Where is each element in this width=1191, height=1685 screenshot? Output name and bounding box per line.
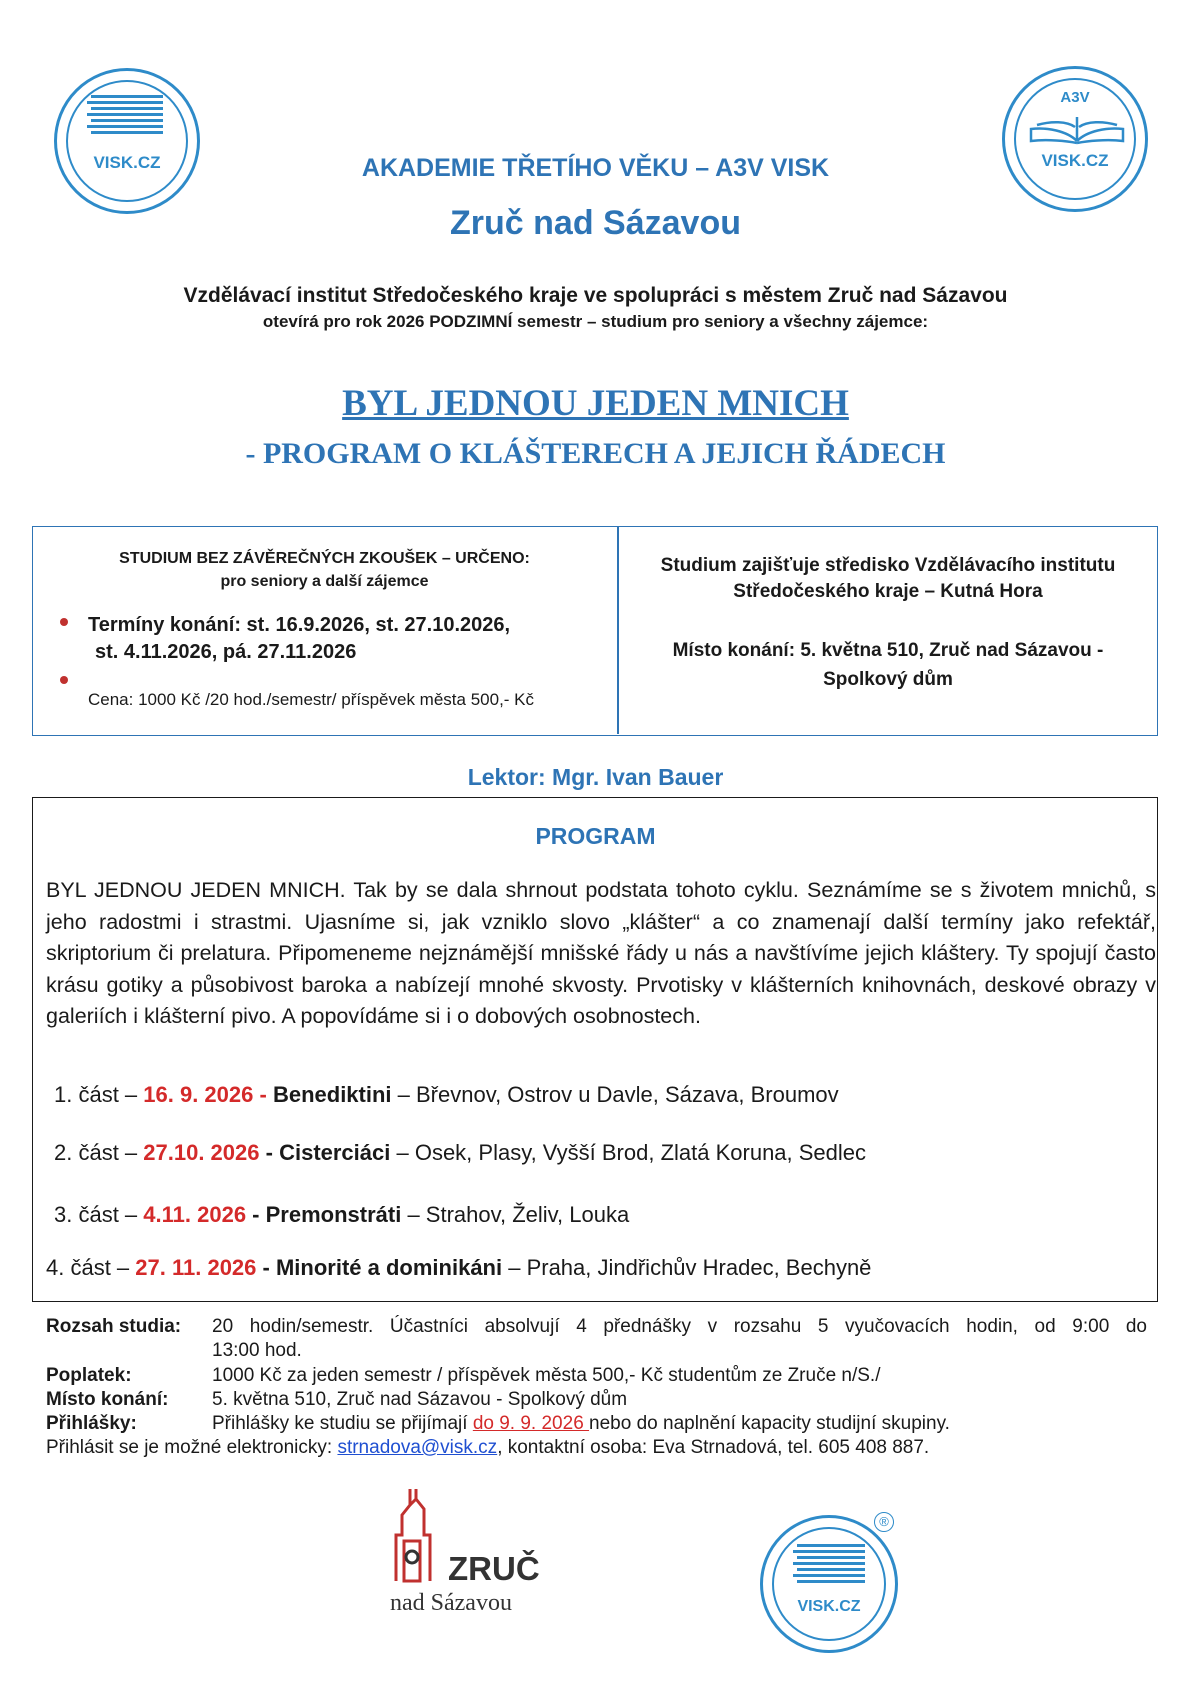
program-part-2: 2. část – 27.10. 2026 - Cisterciáci – Osek, Plasy, Vyšší Brod, Zlatá Koruna, Sedlec	[54, 1140, 867, 1165]
a3v-logo-label: A3V	[1060, 89, 1090, 106]
visk-logo-text: VISK.CZ	[93, 153, 161, 172]
part-order: Premonstráti	[265, 1202, 402, 1227]
zruc-logo-sub: nad Sázavou	[390, 1590, 512, 1616]
venue-line-2: Spolkový dům	[823, 669, 953, 690]
intro-line-2: otevírá pro rok 2026 PODZIMNÍ semestr – studium pro seniory a všechny zájemce:	[262, 312, 929, 331]
place-value: 5. května 510, Zruč nad Sázavou - Spolkový dům	[212, 1389, 628, 1410]
study-target: pro seniory a další zájemce	[220, 573, 429, 590]
study-type-heading: STUDIUM BEZ ZÁVĚREČNÝCH ZKOUŠEK – URČENO:	[119, 550, 530, 567]
course-subtitle: - PROGRAM O KLÁŠTERECH A JEJICH ŘÁDECH	[245, 437, 946, 470]
scope-label: Rozsah studia:	[46, 1316, 182, 1337]
open-book-icon	[1027, 111, 1127, 145]
a3v-logo-text: VISK.CZ	[1041, 151, 1109, 170]
apply-value: Přihlášky ke studiu se přijímají do 9. 9. 2026 nebo do naplnění kapacity studijní skupiny.	[212, 1413, 950, 1434]
organizer-line-2: Středočeského kraje – Kutná Hora	[733, 581, 1043, 602]
part-places: – Osek, Plasy, Vyšší Brod, Zlatá Koruna, Sedlec	[390, 1140, 867, 1165]
zruc-tower-icon	[390, 1485, 450, 1585]
program-description: BYL JEDNOU JEDEN MNICH. Tak by se dala shrnout podstata tohoto cyklu. Seznámíme se s životem mnichů, s jeho radostmi i strastmi. Ujasníme si, jak vzniklo slovo „klášter“ a co znamenají další termíny jako refektář, skriptorium či prelatura. Připomeneme nejznámější mnišské řády u nás a navštívíme jejich kláštery. Ty spojují často krásu gotiky a působivost baroka a nabízejí mnohé skvosty. Prvotisky v klášterních knihovnách, deskové obrazy v galeriích i klášterní pivo. A popovídáme si i o dobových osobnostech.	[46, 878, 1156, 1028]
zruc-logo-name: ZRUČ	[448, 1550, 540, 1587]
part-order: Minorité a dominikáni	[275, 1255, 503, 1280]
apply-label: Přihlášky:	[46, 1413, 137, 1434]
part-order: Cisterciáci	[279, 1140, 391, 1165]
part-places: – Břevnov, Ostrov u Davle, Sázava, Broumov	[391, 1082, 839, 1107]
part-date: 4.11. 2026	[143, 1202, 247, 1227]
online-application: Přihlásit se je možné elektronicky: strnadova@visk.cz, kontaktní osoba: Eva Strnadová, tel. 605 408 887.	[46, 1437, 930, 1458]
program-part-1: 1. část – 16. 9. 2026 - Benediktini – Břevnov, Ostrov u Davle, Sázava, Broumov	[54, 1082, 839, 1107]
lector: Lektor: Mgr. Ivan Bauer	[467, 764, 724, 790]
price-line: Cena: 1000 Kč /20 hod./semestr/ příspěvek města 500,- Kč	[88, 690, 535, 709]
place-label: Místo konání:	[46, 1389, 169, 1410]
part-places: – Strahov, Želiv, Louka	[401, 1202, 630, 1227]
fee-value: 1000 Kč za jeden semestr / příspěvek města 500,- Kč studentům ze Zruče n/S./	[212, 1365, 881, 1386]
part-order: Benediktini	[272, 1082, 392, 1107]
course-title: BYL JEDNOU JEDEN MNICH	[342, 383, 849, 424]
scope-value: 20 hodin/semestr. Účastníci absolvují 4 přednášky v rozsahu 5 vyučovacích hodin, od 9:00 do	[212, 1316, 1147, 1337]
organizer-line-1: Studium zajišťuje středisko Vzdělávacího institutu	[660, 555, 1116, 576]
stripes-icon	[793, 1544, 869, 1588]
terms-line-1: Termíny konání: st. 16.9.2026, st. 27.10.2026,	[88, 614, 511, 636]
stripes-icon	[87, 95, 167, 141]
a3v-logo	[1002, 66, 1148, 212]
visk-logo-text: VISK.CZ	[797, 1598, 861, 1615]
program-part-3: 3. část – 4.11. 2026 - Premonstráti – Strahov, Želiv, Louka	[54, 1202, 630, 1227]
visk-logo-bottom	[760, 1515, 898, 1653]
city-title: Zruč nad Sázavou	[450, 204, 741, 242]
part-places: – Praha, Jindřichův Hradec, Bechyně	[502, 1255, 872, 1280]
apply-deadline: do 9. 9. 2026	[472, 1413, 590, 1434]
registered-icon: ®	[874, 1512, 894, 1532]
intro-line-1: Vzdělávací institut Středočeského kraje ve spolupráci s městem Zruč nad Sázavou	[183, 284, 1008, 307]
scope-value-2: 13:00 hod.	[212, 1340, 302, 1361]
program-part-4: 4. část – 27. 11. 2026 - Minorité a dominikáni – Praha, Jindřichův Hradec, Bechyně	[46, 1255, 872, 1280]
academy-title: AKADEMIE TŘETÍHO VĚKU – A3V VISK	[361, 154, 830, 182]
part-date: 27.10. 2026	[143, 1140, 260, 1165]
program-heading: PROGRAM	[535, 823, 656, 849]
part-date: 27. 11. 2026	[135, 1255, 257, 1280]
bullet-icon	[60, 676, 68, 684]
email-link[interactable]: strnadova@visk.cz	[337, 1437, 498, 1458]
part-date: 16. 9. 2026	[143, 1082, 254, 1107]
visk-logo-left	[54, 68, 200, 214]
terms-line-2: st. 4.11.2026, pá. 27.11.2026	[95, 641, 357, 663]
fee-label: Poplatek:	[46, 1365, 132, 1386]
bullet-icon	[60, 618, 68, 626]
venue-line-1: Místo konání: 5. května 510, Zruč nad Sázavou -	[672, 640, 1104, 661]
